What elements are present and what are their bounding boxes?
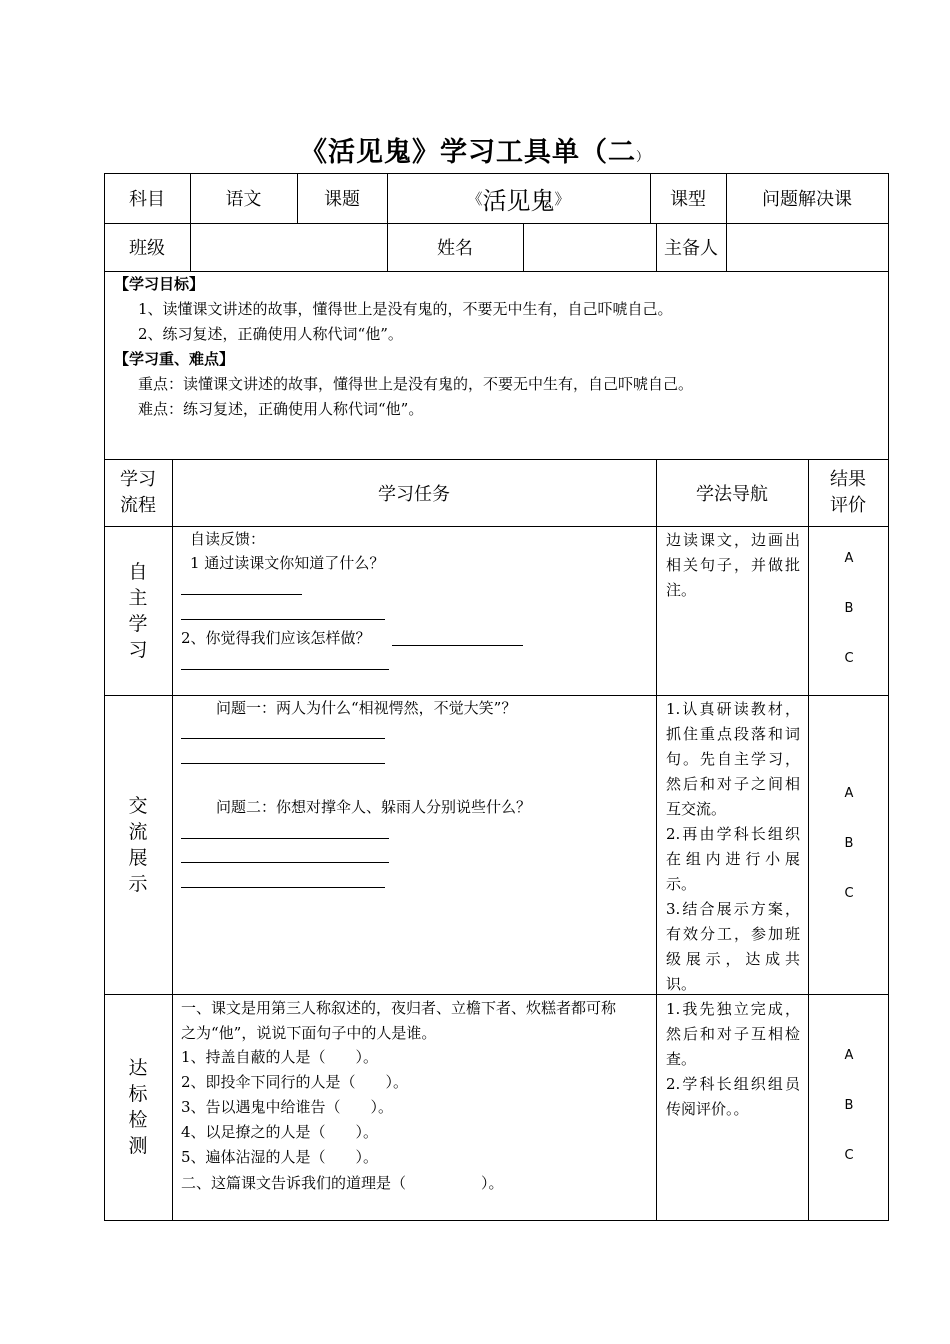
name-label: 姓名 [437,238,473,259]
test-item5: 5、遍体沾湿的人是（ ）。 [181,1148,379,1166]
preparer-value[interactable] [726,223,888,271]
section-exchange-char: 流 [128,820,148,843]
col-task-header: 学习任务 [378,483,450,505]
page-title [0,130,950,169]
self-guide: 边读课文，边画出相关句子，并做批注。 [666,531,800,599]
section-exchange-label [104,695,172,994]
section-exchange-char: 交 [128,794,148,817]
difficult-point: 难点：练习复述，正确使用人称代词“他”。 [138,400,424,418]
type-value: 问题解决课 [762,189,852,210]
exchange-q1-blank-1[interactable] [181,738,385,739]
test-item4: 4、以足撩之的人是（ ）。 [181,1123,379,1141]
exchange-grade-c[interactable]: C [844,886,854,901]
col-eval-line2: 评价 [830,494,866,516]
class-label: 班级 [129,238,165,259]
exchange-grade-a[interactable]: A [844,786,854,801]
self-grade-c[interactable]: C [844,651,854,666]
exchange-q2-blank-1[interactable] [181,838,389,839]
col-process-line1: 学习 [120,468,156,490]
exchange-q2-blank-2[interactable] [181,862,389,863]
topic-bracket-open: 《 [467,189,483,208]
test-grade-c[interactable]: C [844,1148,854,1163]
exchange-guide-3: 3.结合展示方案，有效分工，参加班级展示，达成共识。 [666,900,800,993]
exchange-q2: 问题二：你想对撑伞人、躲雨人分别说些什么？ [216,798,532,816]
key-heading: 【学习重、难点】 [114,350,235,368]
test-line-last: 二、这篇课文告诉我们的道理是（ ）。 [181,1174,504,1192]
self-grade-a[interactable]: A [844,551,854,566]
self-q1-blank-2[interactable] [181,619,385,620]
test-grade-b[interactable]: B [844,1098,854,1113]
section-test-char: 检 [128,1109,148,1131]
subject-label: 科目 [129,189,165,210]
type-label: 课型 [670,189,706,210]
exchange-guide [666,697,800,997]
test-grade-a[interactable]: A [844,1048,854,1063]
section-test-char: 标 [128,1083,148,1105]
test-line1: 一、课文是用第三人称叙述的，夜归者、立檐下者、炊糕者都可称 [181,999,617,1017]
test-guide [666,997,800,1122]
exchange-guide-2: 2.再由学科长组织在组内进行小展示。 [666,825,800,893]
name-value[interactable] [523,223,656,271]
key-point: 重点：读懂课文讲述的故事，懂得世上是没有鬼的，不要无中生有，自己吓唬自己。 [138,375,694,393]
section-self-label [104,526,172,695]
goal-2: 2、练习复述，正确使用人称代词“他”。 [138,325,403,343]
test-item2: 2、即投伞下同行的人是（ ）。 [181,1073,409,1091]
goal-heading: 【学习目标】 [114,275,205,293]
test-item1: 1、持盖自蔽的人是（ ）。 [181,1048,379,1066]
self-q2: 2、你觉得我们应该怎样做？ [181,629,371,647]
col-eval-line1: 结果 [830,468,866,490]
exchange-guide-1: 1.认真研读教材，抓住重点段落和词句。先自主学习，然后和对子之间相互交流。 [666,700,800,818]
topic-label: 课题 [324,189,360,210]
section-test-label [104,994,172,1220]
goal-1: 1、读懂课文讲述的故事，懂得世上是没有鬼的，不要无中生有，自己吓唬自己。 [138,300,673,318]
col-process-header [104,459,172,526]
topic-name: 活见鬼 [482,186,555,215]
section-self-char: 主 [128,586,148,609]
test-item3: 3、告以遇鬼中给谁告（ ）。 [181,1098,394,1116]
title-tail: ） [635,150,650,165]
exchange-q1-blank-2[interactable] [181,763,385,764]
exchange-q2-blank-3[interactable] [181,887,385,888]
test-line2: 之为“他”，说说下面句子中的人是谁。 [181,1024,437,1042]
self-q2-blank-1[interactable] [392,645,523,646]
test-guide-2: 2.学科长组织组员传阅评价。。 [666,1075,800,1118]
self-intro: 自读反馈： [190,530,266,548]
topic-bracket-close: 》 [554,189,570,208]
section-self-char: 学 [128,612,148,635]
section-test-char: 测 [128,1135,148,1157]
col-process-line2: 流程 [120,494,156,516]
section-self-char: 习 [128,638,148,661]
col-guide-header: 学法导航 [696,483,768,505]
class-value[interactable] [190,223,387,271]
self-grade-b[interactable]: B [844,601,854,616]
section-exchange-char: 示 [128,872,148,895]
test-guide-1: 1.我先独立完成，然后和对子互相检查。 [666,1000,800,1068]
col-eval-header [808,459,888,526]
topic-value [387,173,650,223]
self-q1-blank-1[interactable] [181,594,302,595]
exchange-q1: 问题一：两人为什么“相视愕然，不觉大笑”？ [216,699,517,717]
self-q1: 1 通过读课文你知道了什么？ [190,554,385,572]
section-exchange-char: 展 [128,846,148,869]
section-test-char: 达 [128,1057,148,1079]
section-self-char: 自 [128,560,148,583]
self-q2-blank-2[interactable] [181,669,389,670]
preparer-label: 主备人 [664,238,718,259]
title-main: 《活见鬼》学习工具单（二 [299,137,636,168]
subject-value: 语文 [225,189,262,210]
exchange-grade-b[interactable]: B [844,836,854,851]
